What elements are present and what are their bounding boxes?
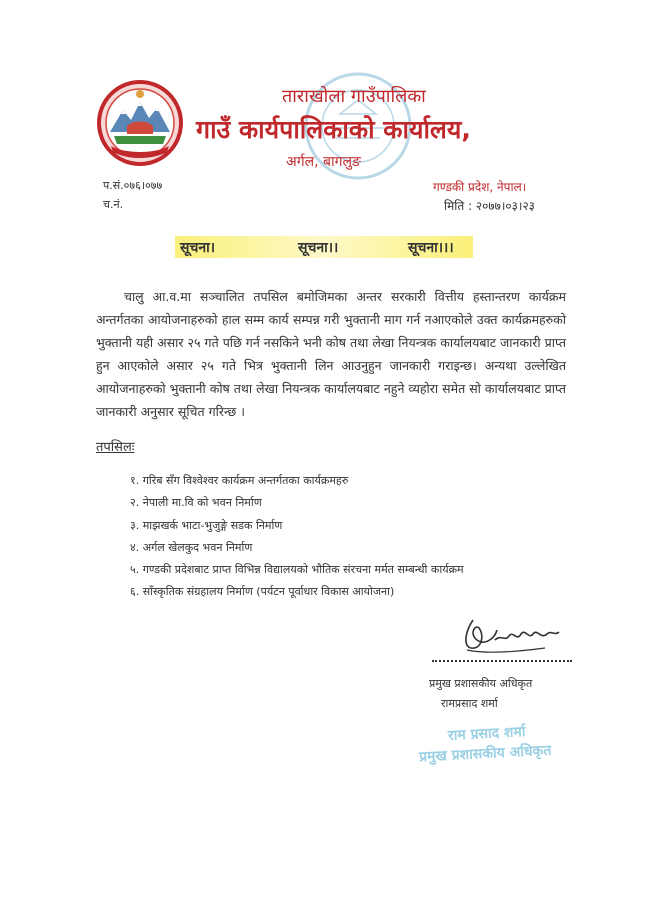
title-stamp: प्रमुख प्रशासकीय अधिकृत <box>418 742 552 766</box>
list-item: १. गरिब सँग विश्वेश्वर कार्यक्रम अन्तर्गतका कार्यक्रमहरु <box>130 474 349 487</box>
list-item: २. नेपाली मा.वि को भवन निर्माण <box>130 496 262 510</box>
reference-number: प.सं.०७६।०७७ <box>103 179 163 192</box>
dispatch-number: च.नं. <box>103 198 124 211</box>
nepal-emblem-icon <box>97 80 183 166</box>
municipality-name: ताराखोला गाउँपालिका <box>282 86 426 107</box>
signatory-name: रामप्रसाद शर्मा <box>441 697 498 710</box>
notice-heading-1: सूचना। <box>180 240 216 256</box>
document-date: मिति : २०७७।०३।२३ <box>444 199 535 213</box>
list-item: ४. अर्गल खेलकुद भवन निर्माण <box>130 540 253 554</box>
office-address: अर्गल, बागलुङ <box>286 154 361 170</box>
details-heading: तपसिलः <box>96 440 135 455</box>
list-item: ६. साँस्कृतिक संग्रहालय निर्माण (पर्यटन पूर्वाधार विकास आयोजना) <box>130 585 395 599</box>
details-list <box>130 470 464 604</box>
notice-body: चालु आ.व.मा सञ्चालित तपसिल बमोजिमका अन्तर सरकारी वित्तीय हस्तान्तरण कार्यक्रम अन्तर्गतका आयोजनाहरुको हाल सम्म कार्य सम्पन्न गरी भुक्तानी माग गर्न नआएकोले उक्त कार्यक्रमहरुको भुक्तानी यही असार २५ गते पछि गर्न नसकिने भनी कोष तथा लेखा नियन्त्रक कार्यालयबाट जानकारी प्राप्त हुन आएकोले असार २५ गते भित्र भुक्तानी लिन आउनुहुन जानकारी गराइन्छ। अन्यथा उल्लेखित आयोजनाहरुको भुक्तानी कोष तथा लेखा नियन्त्रक कार्यालयबाट नहुने व्यहोरा समेत सो कार्यालयबाट प्राप्त जानकारी अनुसार सूचित गरिन्छ । <box>96 288 566 419</box>
handwritten-signature-icon <box>455 612 565 658</box>
list-item: ३. माझखर्क भाटा-भुजुङ्गे सडक निर्माण <box>130 518 283 532</box>
province-name: गण्डकी प्रदेश, नेपाल। <box>433 180 527 194</box>
list-item: ५. गण्डकी प्रदेशबाट प्राप्त विभिन्न विद्यालयको भौतिक संरचना मर्मत सम्बन्धी कार्यक्रम <box>130 563 464 577</box>
notice-heading-2: सूचना।। <box>298 240 339 256</box>
office-name: गाउँ कार्यपालिकाको कार्यालय, <box>196 115 471 144</box>
signatory-title: प्रमुख प्रशासकीय अधिकृत <box>429 677 533 690</box>
name-stamp: राम प्रसाद शर्मा <box>447 723 526 745</box>
notice-heading-3: सूचना।।। <box>408 240 454 256</box>
signature-line <box>432 660 572 662</box>
